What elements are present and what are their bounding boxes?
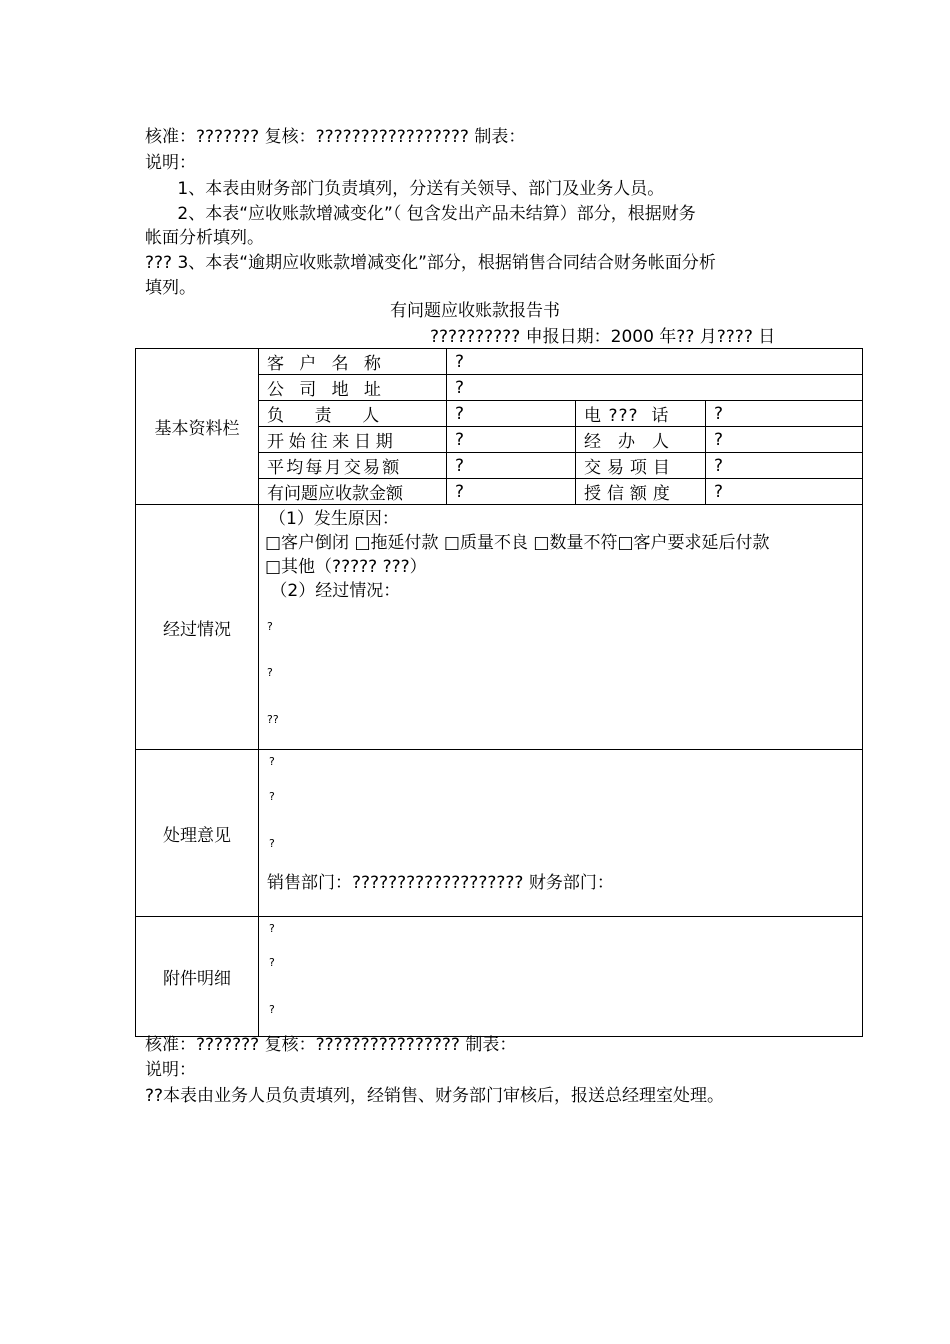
problem-amount-label: 有问题应收款金额 (259, 479, 447, 505)
company-address-field[interactable]: ? (447, 375, 863, 401)
attachment-blank[interactable]: ? (269, 1003, 275, 1016)
handler-label: 经办人 (576, 427, 706, 453)
bottom-notes-heading: 说明： (145, 1060, 196, 1080)
note-line: 1、本表由财务部门负责填列，分送有关领导、部门及业务人员。 (145, 179, 665, 199)
handling-blank[interactable]: ? (269, 837, 275, 850)
form-title: 有问题应收账款报告书 (390, 301, 560, 321)
owner-field[interactable]: ? (447, 401, 576, 427)
note-line: ??? 3、本表“逾期应收账款增减变化”部分，根据销售合同结合财务帐面分析 (145, 253, 716, 273)
start-date-field[interactable]: ? (447, 427, 576, 453)
handling-blank[interactable]: ? (269, 790, 275, 803)
attachment-blank[interactable]: ? (269, 956, 275, 969)
trade-item-label: 交易项目 (576, 453, 706, 479)
process-blank[interactable]: ? (267, 620, 273, 633)
section-handling: 处理意见 (136, 750, 259, 917)
trade-item-field[interactable]: ? (706, 453, 863, 479)
customer-name-field[interactable]: ? (447, 349, 863, 375)
note-line: 填列。 (145, 278, 196, 298)
cause-options[interactable]: □客户倒闭 □拖延付款 □质量不良 □数量不符□客户要求延后付款 (265, 533, 770, 553)
top-signoff: 核准：??????? 复核：????????????????? 制表： (145, 127, 526, 147)
handling-cell (259, 750, 863, 917)
bottom-signoff: 核准：??????? 复核：???????????????? 制表： (145, 1035, 517, 1055)
section-basic-info: 基本资料栏 (136, 349, 259, 505)
handling-blank[interactable]: ? (269, 755, 275, 768)
cause-heading: （1）发生原因： (269, 509, 399, 529)
notes-heading: 说明： (145, 153, 196, 173)
phone-label: 电 ??? 话 (576, 401, 706, 427)
process-blank[interactable]: ? (267, 666, 273, 679)
credit-limit-field[interactable]: ? (706, 479, 863, 505)
monthly-amount-field[interactable]: ? (447, 453, 576, 479)
credit-limit-label: 授信额度 (576, 479, 706, 505)
report-date-line: ?????????? 申报日期：2000 年?? 月???? 日 (430, 327, 776, 347)
process-blank[interactable]: ?? (267, 713, 279, 726)
handling-signoff: 销售部门：??????????????????? 财务部门： (267, 873, 614, 893)
owner-label: 负责人 (259, 401, 447, 427)
section-attachments: 附件明细 (136, 917, 259, 1037)
phone-field[interactable]: ? (706, 401, 863, 427)
report-form-table (135, 348, 863, 1037)
section-process: 经过情况 (136, 505, 259, 750)
company-address-label: 公司地址 (259, 375, 447, 401)
customer-name-label: 客户名称 (259, 349, 447, 375)
cause-other-option[interactable]: □其他（????? ???） (265, 557, 427, 577)
attachment-cell (259, 917, 863, 1037)
note-line: 帐面分析填列。 (145, 228, 264, 248)
handler-field[interactable]: ? (706, 427, 863, 453)
attachment-blank[interactable]: ? (269, 922, 275, 935)
note-line: 2、本表“应收账款增减变化”（ 包含发出产品未结算）部分，根据财务 (145, 204, 696, 224)
monthly-amount-label: 平均每月交易额 (259, 453, 447, 479)
process-detail-heading: （2）经过情况： (265, 581, 401, 601)
process-cell (259, 505, 863, 750)
bottom-note: ??本表由业务人员负责填列，经销售、财务部门审核后，报送总经理室处理。 (145, 1086, 725, 1106)
start-date-label: 开始往来日期 (259, 427, 447, 453)
problem-amount-field[interactable]: ? (447, 479, 576, 505)
